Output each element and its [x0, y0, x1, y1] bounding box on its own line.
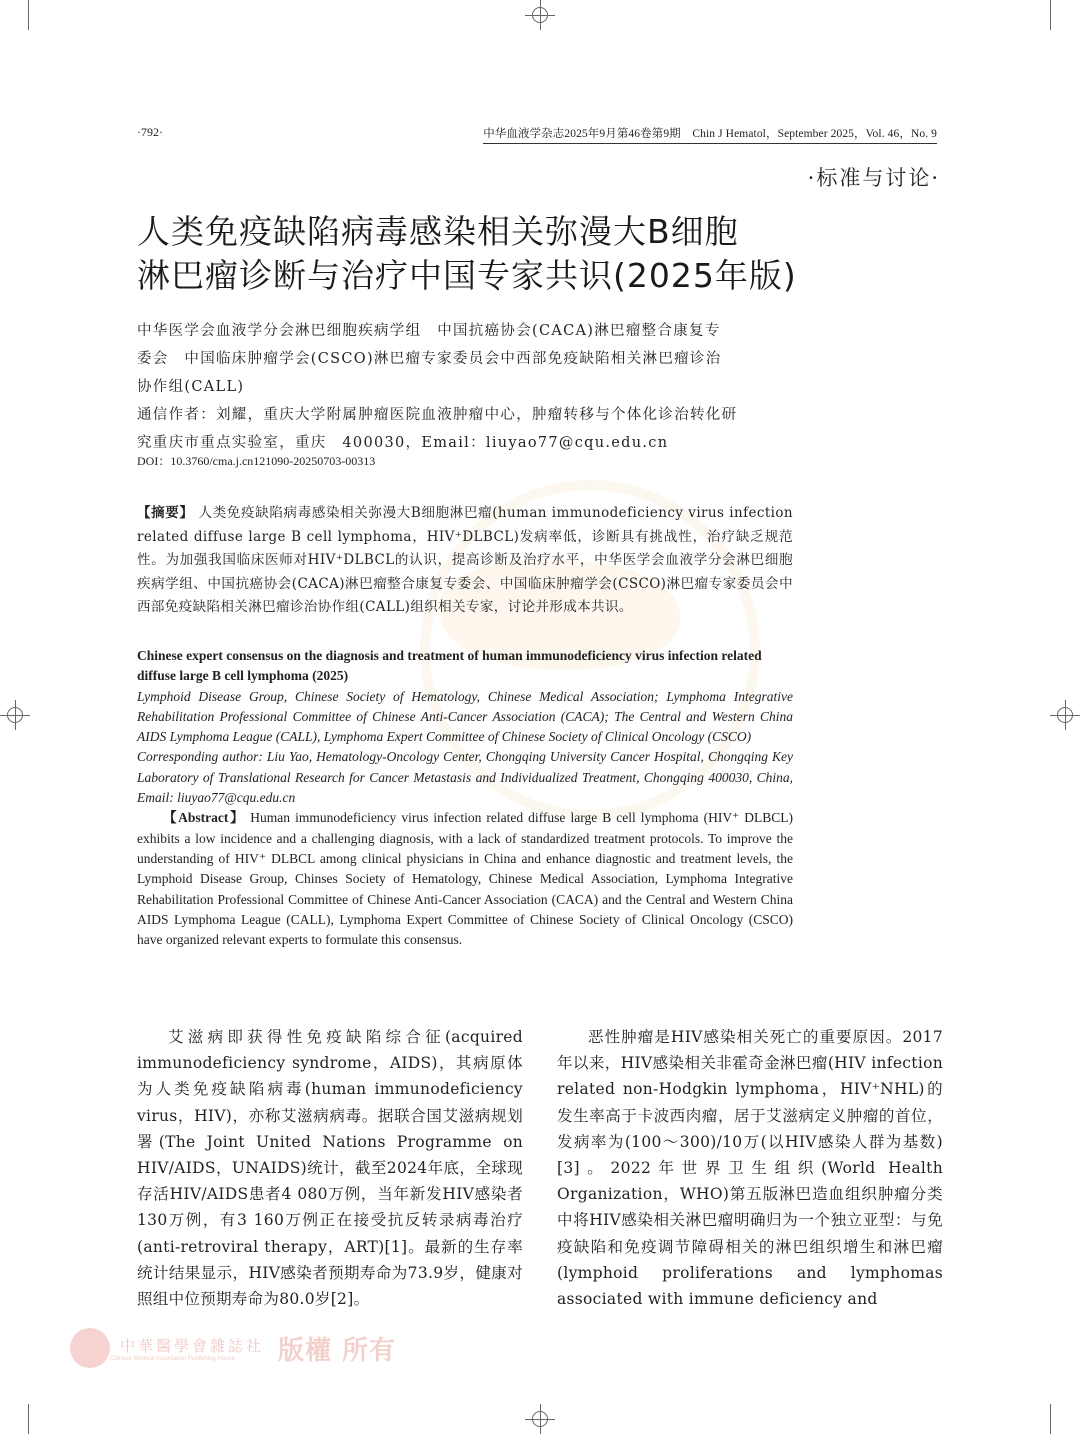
english-groups: Lymphoid Disease Group, Chinese Society of Hematology, Chinese Medical Association; Lymphoma Integrative Rehabilitation Professional Committee of Chinese Anti-Cancer Association (CACA); The Central and Western China AIDS Lymphoma League (CALL), Lymphoma Expert Committee of Chinese Society of Clinical Oncology (CSCO): [137, 688, 793, 745]
publisher-logo-icon: [70, 1328, 110, 1368]
crop-mark: [1050, 1404, 1051, 1434]
english-abstract-label: 【Abstract】: [163, 810, 246, 826]
english-title: Chinese expert consensus on the diagnosis and treatment of human immunodeficiency virus infection related diffuse large B cell lymphoma (2025): [137, 648, 762, 684]
corresponding-line: 究重庆市重点实验室，重庆 400030，Email：liuyao77@cqu.edu.cn: [137, 435, 669, 451]
body-column-right: [557, 1024, 943, 1312]
body-paragraph: 艾滋病即获得性免疫缺陷综合征(acquired immunodeficiency syndrome，AIDS)，其病原体为人类免疫缺陷病毒(human immunodeficiency virus，HIV)，亦称艾滋病病毒。据联合国艾滋病规划署(The Joint United Nations Programme on HIV/AIDS，UNAIDS)统计，截至2024年底，全球现存活HIV/AIDS患者4 080万例，当年新发HIV感染者130万例，有3 160万例正在接受抗反转录病毒治疗(anti-retroviral therapy，ART)[1]。最新的生存率统计结果显示，HIV感染者预期寿命为73.9岁，健康对照组中位预期寿命为80.0岁[2]。: [137, 1028, 523, 1309]
crop-mark: [1050, 0, 1051, 30]
registration-mark-top: [525, 0, 555, 30]
abstract-cn-label: 【摘要】: [137, 505, 194, 521]
english-abstract: [137, 808, 793, 950]
authors-line: 协作组(CALL): [137, 379, 245, 395]
publisher-mark: [70, 1328, 396, 1368]
body-column-left: [137, 1024, 523, 1312]
copyright-stamp: 版權 所有: [278, 1335, 397, 1366]
english-abstract-block: [137, 646, 793, 950]
article-title: [137, 210, 797, 298]
author-block: [137, 317, 797, 457]
authors-line: 委会 中国临床肿瘤学会(CSCO)淋巴瘤专家委员会中西部免疫缺陷相关淋巴瘤诊治: [137, 351, 722, 367]
abstract-cn: [137, 502, 793, 620]
english-abstract-text: Human immunodeficiency virus infection related diffuse large B cell lymphoma (HIV⁺ DLBCL) exhibits a low incidence and a challenging diagnosis, with a lack of standardized treatment protocols. To improve the understanding of HIV⁺ DLBCL among clinical physicians in China and enhance diagnostic and treatment levels, the Lymphoid Disease Group, Chinses Society of Hematology, Chinese Medical Association, Lymphoma Integrative Rehabilitation Professional Committee of Chinese Anti-Cancer Association (CACA) and the Central and Western China AIDS Lymphoma League (CALL), Lymphoma Expert Committee of Chinese Society of Clinical Oncology (CSCO) have organized relevant experts to formulate this consensus.: [137, 810, 793, 948]
publisher-name: 中華醫學會雜誌社: [120, 1336, 265, 1355]
page-number: ·792·: [137, 125, 163, 139]
publisher-name-en: Chinese Medical Association Publishing House: [110, 1355, 235, 1362]
corresponding-line: 通信作者：刘耀，重庆大学附属肿瘤医院血液肿瘤中心，肿瘤转移与个体化诊治转化研: [137, 407, 738, 423]
running-head: 中华血液学杂志2025年9月第46卷第9期 Chin J Hematol，September 2025，Vol. 46，No. 9: [483, 125, 937, 144]
crop-mark: [28, 1404, 29, 1434]
registration-mark-right: [1050, 700, 1080, 730]
registration-mark-bottom: [525, 1404, 555, 1434]
doi: DOI：10.3760/cma.j.cn121090-20250703-00313: [137, 454, 376, 468]
body-paragraph: 恶性肿瘤是HIV感染相关死亡的重要原因。2017年以来，HIV感染相关非霍奇金淋巴瘤(HIV infection related non-Hodgkin lymphoma，HIV⁺NHL)的发生率高于卡波西肉瘤，居于艾滋病定义肿瘤的首位，发病率为(100～300)/10万(以HIV感染人群为基数)[3]。2022年世界卫生组织(World Health Organization，WHO)第五版淋巴造血组织肿瘤分类中将HIV感染相关淋巴瘤明确归为一个独立亚型：与免疫缺陷和免疫调节障碍相关的淋巴组织增生和淋巴瘤(lymphoid proliferations and lymphomas associated with immune deficiency and: [557, 1028, 943, 1309]
authors-line: 中华医学会血液学分会淋巴细胞疾病学组 中国抗癌协会(CACA)淋巴瘤整合康复专: [137, 323, 721, 339]
registration-mark-left: [0, 700, 30, 730]
title-line-1: 人类免疫缺陷病毒感染相关弥漫大B细胞: [137, 212, 739, 251]
crop-mark: [28, 0, 29, 30]
title-line-2: 淋巴瘤诊断与治疗中国专家共识(2025年版): [137, 256, 797, 295]
section-label: ·标准与讨论·: [807, 166, 940, 190]
english-corresponding: Corresponding author: Liu Yao, Hematology-Oncology Center, Chongqing University Cancer Hospital, Chongqing Key Laboratory of Translational Research for Cancer Metastasis and Individualized Treatment, Chongqing 400030, China, Email: liuyao77@cqu.edu.cn: [137, 749, 793, 806]
abstract-cn-text: 人类免疫缺陷病毒感染相关弥漫大B细胞淋巴瘤(human immunodeficiency virus infection related diffuse large B cell lymphoma，HIV⁺DLBCL)发病率低，诊断具有挑战性，治疗缺乏规范性。为加强我国临床医师对HIV⁺DLBCL的认识，提高诊断及治疗水平，中华医学会血液学分会淋巴细胞疾病学组、中国抗癌协会(CACA)淋巴瘤整合康复专委会、中国临床肿瘤学会(CSCO)淋巴瘤专家委员会中西部免疫缺陷相关淋巴瘤诊治协作组(CALL)组织相关专家，讨论并形成本共识。: [137, 505, 793, 615]
